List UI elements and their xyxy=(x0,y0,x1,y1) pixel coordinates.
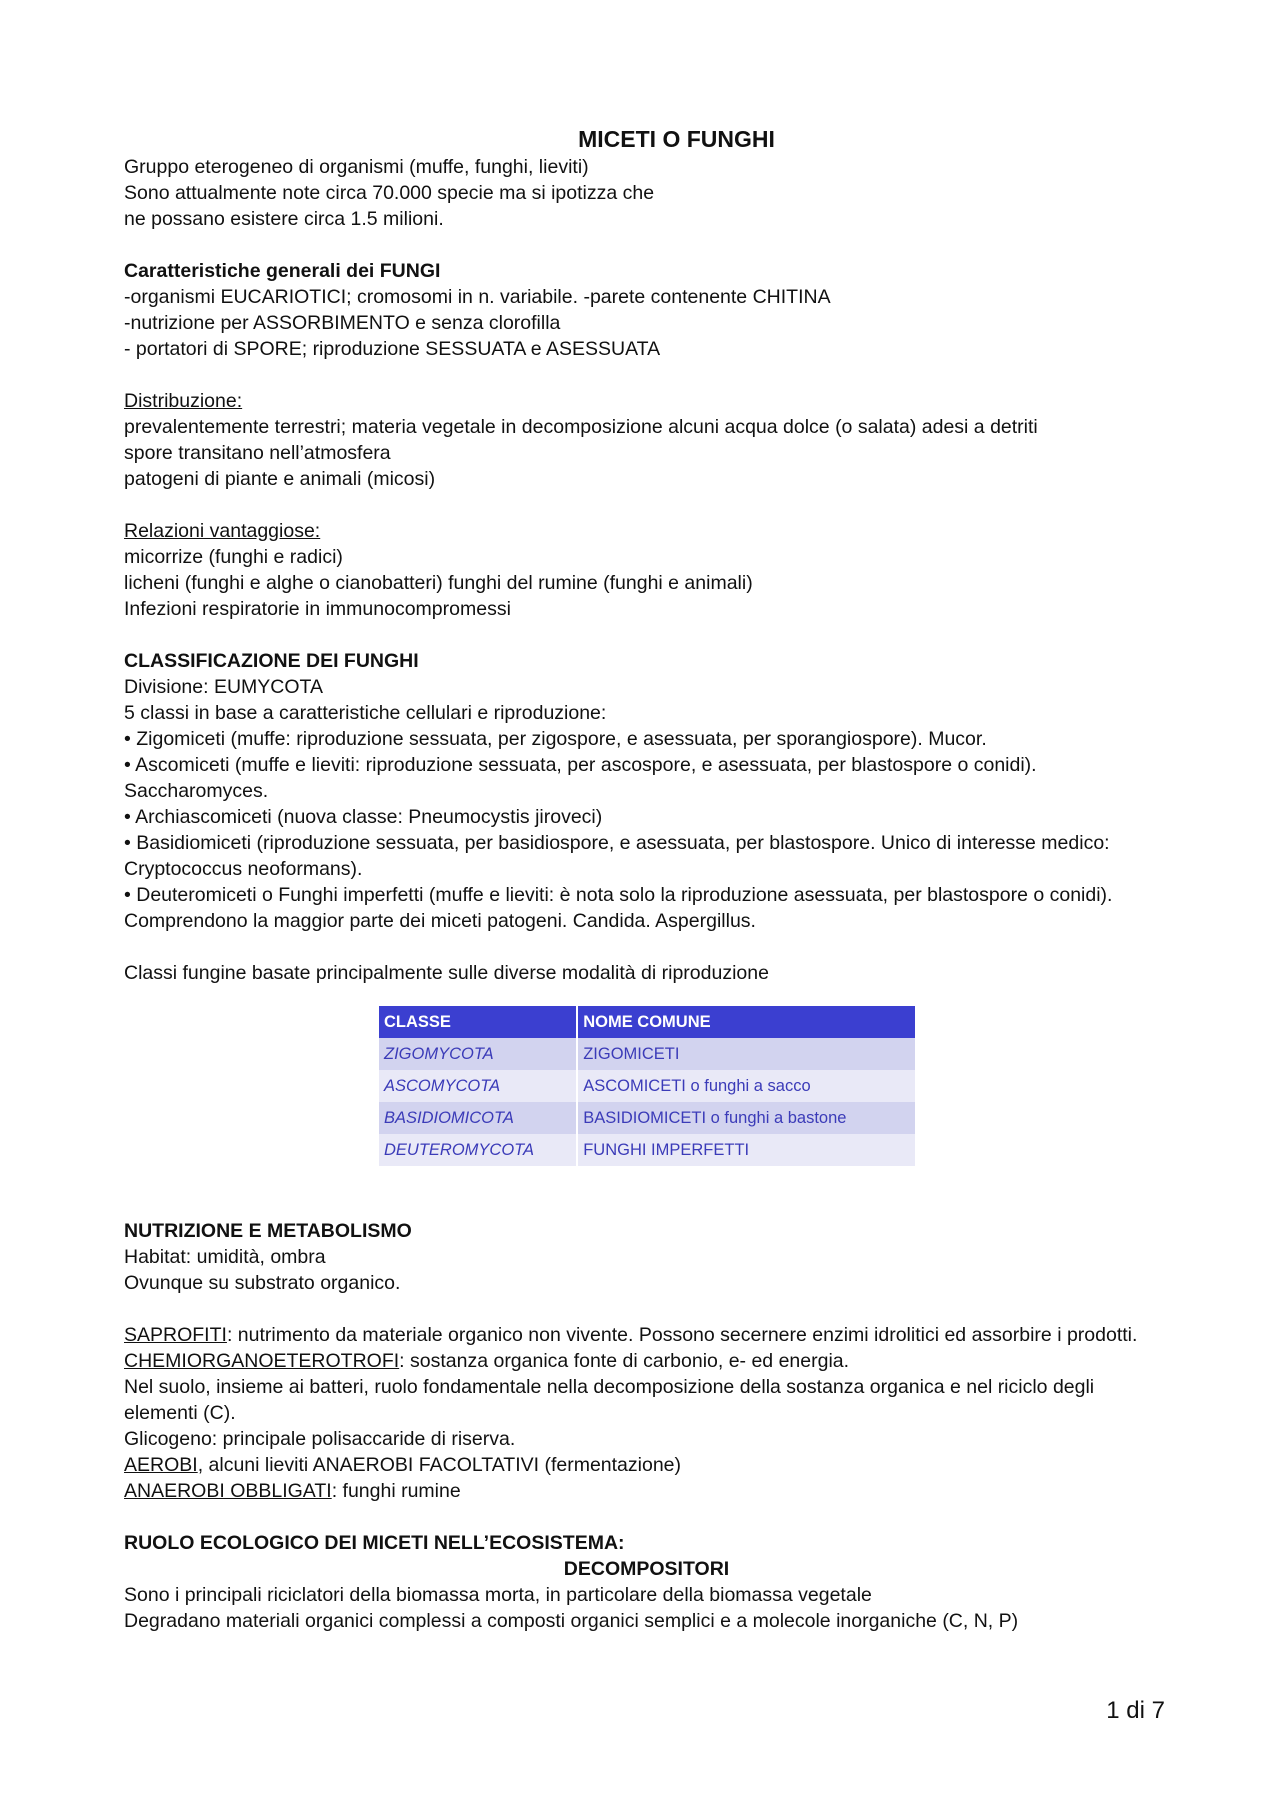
table-header-cell: NOME COMUNE xyxy=(577,1006,916,1038)
nutrizione-line: Ovunque su substrato organico. xyxy=(124,1272,401,1294)
glicogeno-line: Glicogeno: principale polisaccaride di riserva. xyxy=(124,1428,516,1450)
table-cell-nome: ZIGOMICETI xyxy=(577,1038,916,1070)
anaerobi-paragraph xyxy=(124,1478,1169,1504)
table-cell-classe: BASIDIOMICOTA xyxy=(379,1102,577,1134)
table-cell-nome: ASCOMICETI o funghi a sacco xyxy=(577,1070,916,1102)
page-number: 1 di 7 xyxy=(1106,1697,1165,1724)
anaerobi-text: : funghi rumine xyxy=(331,1480,461,1502)
classificazione-line: • Archiascomiceti (nuova classe: Pneumocystis jiroveci) xyxy=(124,806,603,828)
relazioni-heading: Relazioni vantaggiose: xyxy=(124,520,321,542)
nutrizione-heading: NUTRIZIONE E METABOLISMO xyxy=(124,1220,412,1242)
classes-table xyxy=(379,1006,917,1166)
caratteristiche-line: - portatori di SPORE; riproduzione SESSUATA e ASESSUATA xyxy=(124,338,661,360)
classificazione-line: 5 classi in base a caratteristiche cellulari e riproduzione: xyxy=(124,702,607,724)
distribuzione-heading: Distribuzione: xyxy=(124,390,243,412)
saprofiti-text: : nutrimento da materiale organico non vivente. Possono secernere enzimi idrolitici ed assorbire i prodotti. xyxy=(226,1324,1138,1346)
table-cell-classe: ASCOMYCOTA xyxy=(379,1070,577,1102)
ruolo-line: Sono i principali riciclatori della biomassa morta, in particolare della biomassa vegetale xyxy=(124,1584,872,1606)
table-cell-nome: FUNGHI IMPERFETTI xyxy=(577,1134,916,1166)
table-row xyxy=(379,1038,916,1070)
distribuzione-line: spore transitano nell’atmosfera xyxy=(124,442,391,464)
aerobi-term: AEROBI xyxy=(124,1454,198,1476)
caratteristiche-line: -nutrizione per ASSORBIMENTO e senza clorofilla xyxy=(124,312,561,334)
nutrizione-line: Habitat: umidità, ombra xyxy=(124,1246,326,1268)
classificazione-line: Divisione: EUMYCOTA xyxy=(124,676,324,698)
relazioni-line: micorrize (funghi e radici) xyxy=(124,546,343,568)
relazioni-line: Infezioni respiratorie in immunocompromessi xyxy=(124,598,511,620)
ruolo-subheading: DECOMPOSITORI xyxy=(563,1558,730,1580)
table-row xyxy=(379,1102,916,1134)
saprofiti-paragraph xyxy=(124,1322,1169,1348)
aerobi-text: , alcuni lieviti ANAEROBI FACOLTATIVI (fermentazione) xyxy=(197,1454,682,1476)
table-header-cell: CLASSE xyxy=(379,1006,577,1038)
page-title: MICETI O FUNGHI xyxy=(578,126,775,152)
suolo-line: Nel suolo, insieme ai batteri, ruolo fondamentale nella decomposizione della sostanza organica e nel riciclo degli elementi (C). xyxy=(124,1376,1095,1424)
saprofiti-term: SAPROFITI xyxy=(124,1324,227,1346)
ruolo-heading: RUOLO ECOLOGICO DEI MICETI NELL’ECOSISTEMA: xyxy=(124,1532,625,1554)
relazioni-line: licheni (funghi e alghe o cianobatteri) funghi del rumine (funghi e animali) xyxy=(124,572,753,594)
chemio-paragraph xyxy=(124,1348,1169,1374)
classificazione-line: • Ascomiceti (muffe e lieviti: riproduzione sessuata, per ascospore, e asessuata, per blastospore o conidi). Saccharomyces. xyxy=(124,754,1037,802)
chemio-term: CHEMIORGANOETEROTROFI xyxy=(124,1350,400,1372)
intro-line: Sono attualmente note circa 70.000 specie ma si ipotizza che xyxy=(124,182,655,204)
distribuzione-line: patogeni di piante e animali (micosi) xyxy=(124,468,436,490)
table-cell-nome: BASIDIOMICETI o funghi a bastone xyxy=(577,1102,916,1134)
aerobi-paragraph xyxy=(124,1452,1169,1478)
classificazione-heading: CLASSIFICAZIONE DEI FUNGHI xyxy=(124,650,419,672)
classificazione-line: • Deuteromiceti o Funghi imperfetti (muffe e lieviti: è nota solo la riproduzione asessuata, per blastospore o conidi). Comprendono la maggior parte dei miceti patogeni. Candida. Aspergillus. xyxy=(124,884,1113,932)
table-cell-classe: DEUTEROMYCOTA xyxy=(379,1134,577,1166)
caratteristiche-line: -organismi EUCARIOTICI; cromosomi in n. variabile. -parete contenente CHITINA xyxy=(124,286,831,308)
document-page xyxy=(124,124,1169,1634)
intro-line: Gruppo eterogeneo di organismi (muffe, funghi, lieviti) xyxy=(124,156,589,178)
intro-line: ne possano esistere circa 1.5 milioni. xyxy=(124,208,444,230)
chemio-text: : sostanza organica fonte di carbonio, e- ed energia. xyxy=(399,1350,850,1372)
table-cell-classe: ZIGOMYCOTA xyxy=(379,1038,577,1070)
distribuzione-line: prevalentemente terrestri; materia vegetale in decomposizione alcuni acqua dolce (o salata) adesi a detriti xyxy=(124,416,1038,438)
classificazione-line: • Zigomiceti (muffe: riproduzione sessuata, per zigospore, e asessuata, per sporangiospore). Mucor. xyxy=(124,728,987,750)
table-row xyxy=(379,1134,916,1166)
table-header-row xyxy=(379,1006,916,1038)
caratteristiche-heading: Caratteristiche generali dei FUNGI xyxy=(124,260,441,282)
ruolo-line: Degradano materiali organici complessi a composti organici semplici e a molecole inorganiche (C, N, P) xyxy=(124,1610,1019,1632)
classificazione-line: • Basidiomiceti (riproduzione sessuata, per basidiospore, e asessuata, per blastospore. Unico di interesse medico: Cryptococcus neoformans). xyxy=(124,832,1110,880)
table-caption: Classi fungine basate principalmente sulle diverse modalità di riproduzione xyxy=(124,962,769,984)
table-row xyxy=(379,1070,916,1102)
anaerobi-term: ANAEROBI OBBLIGATI xyxy=(124,1480,332,1502)
